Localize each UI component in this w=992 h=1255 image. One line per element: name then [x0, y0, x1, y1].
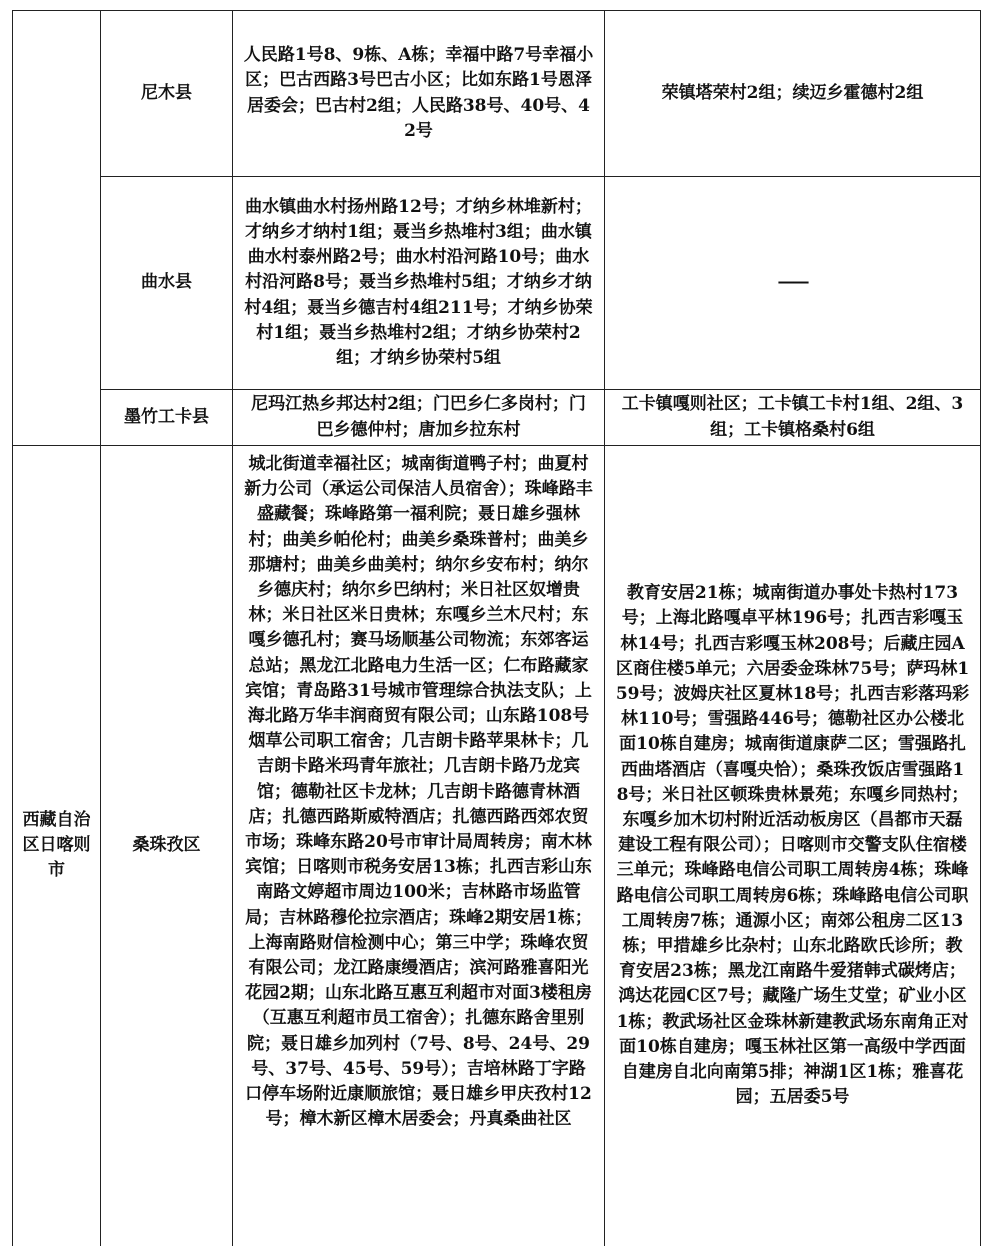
city-cell: 西藏自治区日喀则市	[13, 446, 101, 1246]
empty-dash: ——	[777, 272, 808, 293]
table-row	[13, 177, 981, 390]
county-cell: 曲水县	[101, 177, 233, 390]
high-risk-cell: 尼玛江热乡邦达村2组；门巴乡仁多岗村；门巴乡德仲村；唐加乡拉东村	[233, 390, 605, 446]
county-cell: 桑珠孜区	[101, 446, 233, 1246]
county-cell: 墨竹工卡县	[101, 390, 233, 446]
risk-area-table	[12, 10, 981, 1246]
medium-risk-cell: 工卡镇嘎则社区；工卡镇工卡村1组、2组、3组；工卡镇格桑村6组	[605, 390, 981, 446]
high-risk-cell: 人民路1号8、9栋、A栋；幸福中路7号幸福小区；巴古西路3号巴古小区；比如东路1号恩泽居委会；巴古村2组；人民路38号、40号、42号	[233, 11, 605, 177]
table-row	[13, 11, 981, 177]
medium-risk-cell	[605, 177, 981, 390]
medium-risk-cell: 荣镇塔荣村2组；续迈乡霍德村2组	[605, 11, 981, 177]
high-risk-cell: 城北街道幸福社区；城南街道鸭子村；曲夏村新力公司（承运公司保洁人员宿舍）；珠峰路丰盛藏餐；珠峰路第一福利院；聂日雄乡强林村；曲美乡帕伦村；曲美乡桑珠普村；曲美乡那塘村；曲美乡曲美村；纳尔乡安布村；纳尔乡德庆村；纳尔乡巴纳村；米日社区奴增贵林；米日社区米日贵林；东嘎乡兰木尺村；东嘎乡德孔村；赛马场顺基公司物流；东郊客运总站；黑龙江北路电力生活一区；仁布路藏家宾馆；青岛路31号城市管理综合执法支队；上海北路万华丰润商贸有限公司；山东路108号烟草公司职工宿舍；几吉朗卡路苹果林卡；几吉朗卡路米玛青年旅社；几吉朗卡路乃龙宾馆；德勒社区卡龙林；几吉朗卡路德青林酒店；扎德西路斯威特酒店；扎德西路西郊农贸市场；珠峰东路20号市审计局周转房；南木林宾馆；日喀则市税务安居13栋；扎西吉彩山东南路文婷超市周边100米；吉林路市场监管局；吉林路穆伦拉宗酒店；珠峰2期安居1栋；上海南路财信检测中心；第三中学；珠峰农贸有限公司；龙江路康缦酒店；滨河路雅喜阳光花园2期；山东北路互惠互利超市对面3楼租房（互惠互利超市员工宿舍）；扎德东路舍里别院；聂日雄乡加列村（7号、8号、24号、29号、37号、45号、59号）；吉培林路丁字路口停车场附近康顺旅馆；聂日雄乡甲庆孜村12号；樟木新区樟木居委会；丹真桑曲社区	[233, 446, 605, 1246]
table-row	[13, 446, 981, 1246]
city-cell-continued	[13, 11, 101, 446]
table-row	[13, 390, 981, 446]
high-risk-cell: 曲水镇曲水村扬州路12号；才纳乡林堆新村；才纳乡才纳村1组；聂当乡热堆村3组；曲水镇曲水村泰州路2号；曲水村沿河路10号；曲水村沿河路8号；聂当乡热堆村5组；才纳乡才纳村4组；聂当乡德吉村4组211号；才纳乡协荣村1组；聂当乡热堆村2组；才纳乡协荣村2组；才纳乡协荣村5组	[233, 177, 605, 390]
county-cell: 尼木县	[101, 11, 233, 177]
medium-risk-cell: 教育安居21栋；城南街道办事处卡热村173号；上海北路嘎卓平林196号；扎西吉彩嘎玉林14号；扎西吉彩嘎玉林208号；后藏庄园A区商住楼5单元；六居委金珠林75号；萨玛林159号；波姆庆社区夏林18号；扎西吉彩落玛彩林110号；雪强路446号；德勒社区办公楼北面10栋自建房；城南街道康萨二区；雪强路扎西曲塔酒店（喜嘎央恰）；桑珠孜饭店雪强路18号；米日社区顿珠贵林景苑；东嘎乡同热村；东嘎乡加木切村附近活动板房区（昌都市天磊建设工程有限公司）；日喀则市交警支队住宿楼三单元；珠峰路电信公司职工周转房4栋；珠峰路电信公司职工周转房6栋；珠峰路电信公司职工周转房7栋；通源小区；南郊公租房二区13栋；甲措雄乡比杂村；山东北路欧氏诊所；教育安居23栋；黑龙江南路牛爱猪韩式碳烤店；鸿达花园C区7号；藏隆广场生艾堂；矿业小区1栋；教武场社区金珠林新建教武场东南角正对面10栋自建房；嘎玉林社区第一高级中学西面自建房自北向南第5排；神湖1区1栋；雅喜花园；五居委5号	[605, 446, 981, 1246]
